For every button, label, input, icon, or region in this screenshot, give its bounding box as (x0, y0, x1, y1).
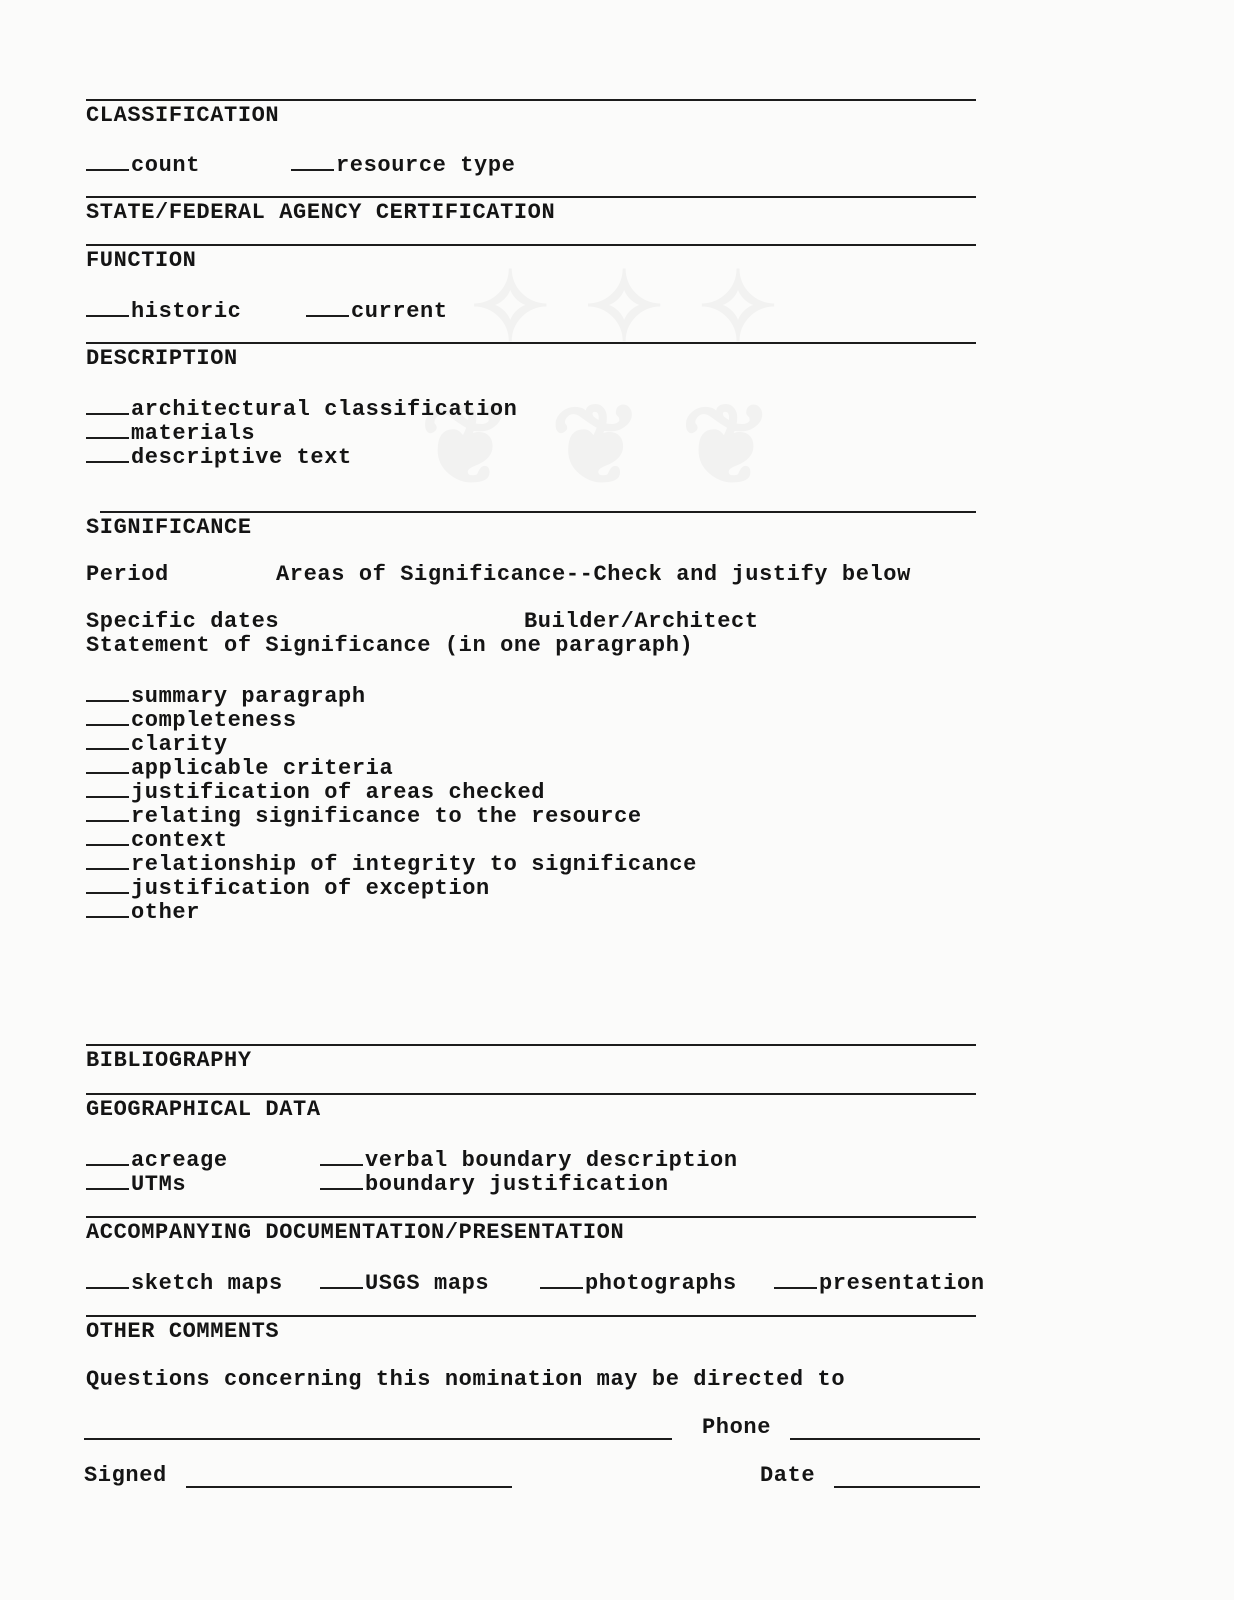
checklist-item (86, 1170, 186, 1197)
phone-label: Phone (702, 1415, 772, 1440)
item-label: summary paragraph (131, 684, 366, 709)
checklist-item (540, 1269, 737, 1296)
section-divider (86, 1093, 976, 1095)
checklist-item (320, 1269, 489, 1296)
item-label: photographs (585, 1271, 737, 1296)
section-heading-certification: STATE/FEDERAL AGENCY CERTIFICATION (86, 200, 556, 225)
item-label: historic (131, 299, 242, 324)
item-label: context (131, 828, 228, 853)
section-divider (86, 1315, 976, 1317)
check-blank[interactable] (86, 826, 129, 846)
check-blank[interactable] (86, 898, 129, 918)
section-divider (86, 1044, 976, 1046)
check-blank[interactable] (86, 874, 129, 894)
item-label: acreage (131, 1148, 228, 1173)
check-blank[interactable] (540, 1269, 583, 1289)
checklist-item (86, 754, 393, 781)
item-label: count (131, 153, 201, 178)
item-label: verbal boundary description (365, 1148, 738, 1173)
check-blank[interactable] (86, 443, 129, 463)
checklist-item (86, 802, 642, 829)
section-divider (86, 1216, 976, 1218)
section-heading-bibliography: BIBLIOGRAPHY (86, 1048, 252, 1073)
checklist-item (320, 1170, 669, 1197)
check-blank[interactable] (86, 395, 129, 415)
item-label: clarity (131, 732, 228, 757)
section-heading-significance: SIGNIFICANCE (86, 515, 252, 540)
checklist-item (320, 1146, 738, 1173)
check-blank[interactable] (86, 1146, 129, 1166)
date-line[interactable] (834, 1486, 980, 1488)
item-label: current (351, 299, 448, 324)
check-blank[interactable] (320, 1146, 363, 1166)
section-heading-description: DESCRIPTION (86, 346, 238, 371)
item-label: sketch maps (131, 1271, 283, 1296)
section-divider (86, 244, 976, 246)
signed-label: Signed (84, 1463, 167, 1488)
checklist-item (86, 874, 490, 901)
period-label: Period (86, 562, 169, 587)
check-blank[interactable] (306, 297, 349, 317)
item-label: other (131, 900, 201, 925)
item-label: boundary justification (365, 1172, 669, 1197)
checklist-item (86, 682, 366, 709)
item-label: USGS maps (365, 1271, 490, 1296)
check-blank[interactable] (86, 850, 129, 870)
check-blank[interactable] (86, 730, 129, 750)
check-blank[interactable] (86, 682, 129, 702)
checklist-item (86, 419, 255, 446)
check-blank[interactable] (86, 778, 129, 798)
section-heading-classification: CLASSIFICATION (86, 103, 280, 128)
statement-label: Statement of Significance (in one paragraph) (86, 633, 694, 658)
section-heading-geographical-data: GEOGRAPHICAL DATA (86, 1097, 321, 1122)
item-label: resource type (336, 153, 516, 178)
check-blank[interactable] (86, 1170, 129, 1190)
checklist-item (86, 850, 697, 877)
section-heading-function: FUNCTION (86, 248, 197, 273)
check-blank[interactable] (86, 706, 129, 726)
check-blank[interactable] (291, 151, 334, 171)
check-blank[interactable] (86, 1269, 129, 1289)
section-divider (86, 342, 976, 344)
checklist-item (306, 297, 448, 324)
areas-of-significance-label: Areas of Significance--Check and justify below (276, 562, 911, 587)
questions-text: Questions concerning this nomination may be directed to (86, 1367, 846, 1392)
checklist-item (86, 826, 228, 853)
section-divider (86, 99, 976, 101)
checklist-item (86, 778, 545, 805)
signature-line[interactable] (186, 1486, 512, 1488)
checklist-item (86, 297, 241, 324)
item-label: justification of areas checked (131, 780, 546, 805)
item-label: justification of exception (131, 876, 490, 901)
item-label: UTMs (131, 1172, 187, 1197)
check-blank[interactable] (86, 297, 129, 317)
check-blank[interactable] (320, 1170, 363, 1190)
item-label: presentation (819, 1271, 985, 1296)
check-blank[interactable] (774, 1269, 817, 1289)
item-label: descriptive text (131, 445, 352, 470)
check-blank[interactable] (320, 1269, 363, 1289)
phone-line[interactable] (790, 1438, 980, 1440)
check-blank[interactable] (86, 419, 129, 439)
item-label: completeness (131, 708, 297, 733)
date-label: Date (760, 1463, 816, 1488)
item-label: architectural classification (131, 397, 518, 422)
specific-dates-label: Specific dates (86, 609, 280, 634)
check-blank[interactable] (86, 151, 129, 171)
item-label: materials (131, 421, 256, 446)
check-blank[interactable] (86, 754, 129, 774)
checklist-item (774, 1269, 985, 1296)
item-label: applicable criteria (131, 756, 394, 781)
builder-architect-label: Builder/Architect (524, 609, 759, 634)
checklist-item (86, 1146, 228, 1173)
checklist-item (291, 151, 515, 178)
section-divider (100, 511, 976, 513)
item-label: relating significance to the resource (131, 804, 642, 829)
section-divider (86, 196, 976, 198)
check-blank[interactable] (86, 802, 129, 822)
checklist-item (86, 706, 297, 733)
section-heading-other-comments: OTHER COMMENTS (86, 1319, 280, 1344)
item-label: relationship of integrity to significance (131, 852, 697, 877)
checklist-item (86, 151, 200, 178)
checklist-item (86, 1269, 283, 1296)
checklist-item (86, 898, 200, 925)
checklist-item (86, 730, 228, 757)
bleed-through-mark (470, 250, 778, 363)
checklist-item (86, 395, 517, 422)
contact-name-line[interactable] (84, 1438, 672, 1440)
checklist-item (86, 443, 352, 470)
section-heading-documentation: ACCOMPANYING DOCUMENTATION/PRESENTATION (86, 1220, 625, 1245)
